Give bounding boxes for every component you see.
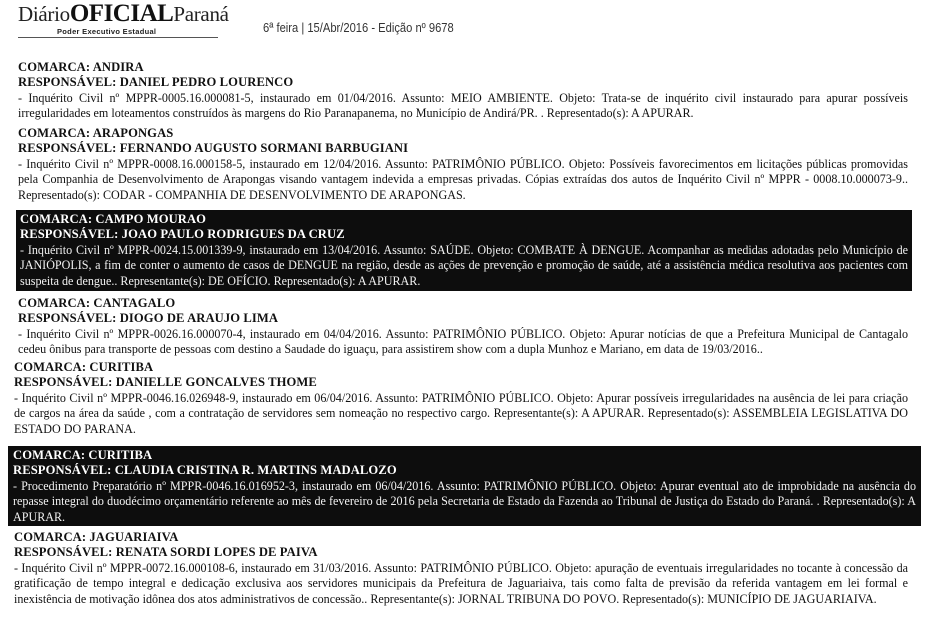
entry-curitiba-thome [14,360,908,437]
comarca-heading: COMARCA: CANTAGALO [18,296,176,310]
comarca-heading: COMARCA: CURITIBA [14,360,154,374]
edition-info: 6ª feira | 15/Abr/2016 - Edição nº 9678 [263,20,454,35]
comarca-heading: COMARCA: CURITIBA [13,448,153,462]
entry-text: - Inquérito Civil nº MPPR-0026.16.000070-4, instaurado em 04/04/2016. Assunto: PATRIMÔNIO PÚBLICO. Objeto: Apurar notícias de que a Prefeitura Municipal de Cantagalo cedeu ônibus para transporte de pessoas com destino a Saudade do iguaçu, para assistirem show com a dupla Munhoz e Mariano, em data de 19/03/2016.. [18,326,908,357]
comarca-heading: COMARCA: ANDIRA [18,60,144,74]
responsavel-heading: RESPONSÁVEL: DANIELLE GONCALVES THOME [14,375,317,390]
entry-campo-mourao [16,210,912,291]
logo-part-diario: Diário [18,2,70,26]
responsavel-heading: RESPONSÁVEL: CLAUDIA CRISTINA R. MARTINS MADALOZO [13,463,397,478]
diario-oficial-logo [18,0,229,28]
entry-text: - Inquérito Civil nº MPPR-0008.16.000158-5, instaurado em 12/04/2016. Assunto: PATRIMÔNIO PÚBLICO. Objeto: Possíveis favorecimentos em licitações públicas promovidas pela Companhia de Desenvolvimento de Arapongas visando vantagem indevida a empresas privadas. Cópias extraídas dos autos de Inquérito Civil nº MPPR - 0008.10.000073-9.. Representado(s): CODAR - COMPANHIA DE DESENVOLVIMENTO DE ARAPONGAS. [18,156,908,202]
logo-divider [18,37,218,38]
entry-text: - Inquérito Civil nº MPPR-0005.16.000081-5, instaurado em 01/04/2016. Assunto: MEIO AMBIENTE. Objeto: Trata-se de inquérito civil instaurado para apurar possíveis irregularidades em loteamentos construídos às margens do Rio Paranapanema, no Município de Andirá/PR. . Representado(s): A APURAR. [18,90,908,121]
entry-curitiba-madalozo [8,446,921,526]
masthead [0,0,927,48]
entry-arapongas [18,126,908,203]
comarca-heading: COMARCA: JAGUARIAIVA [14,530,179,544]
logo-part-parana: Paraná [173,2,229,26]
responsavel-heading: RESPONSÁVEL: RENATA SORDI LOPES DE PAIVA [14,545,318,560]
comarca-heading: COMARCA: CAMPO MOURAO [20,212,207,226]
logo-subtitle: Poder Executivo Estadual [57,27,157,36]
entry-text: - Inquérito Civil nº MPPR-0072.16.000108-6, instaurado em 31/03/2016. Assunto: PATRIMÔNIO PÚBLICO. Objeto: apuração de eventuais irregularidades no tocante à concessão da gratificação de tempo integral e dedicação exclusiva aos servidores municipais da Prefeitura de Jaguariaiva, tais como falta de previsão da referida vantagem em lei formal e inexistência de motivação idônea dos atos administrativos de concessão.. Representante(s): JORNAL TRIBUNA DO POVO. Representado(s): MUNICÍPIO DE JAGUARIAIVA. [14,560,908,606]
logo-part-oficial: OFICIAL [69,0,174,27]
comarca-heading: COMARCA: ARAPONGAS [18,126,174,140]
responsavel-heading: RESPONSÁVEL: FERNANDO AUGUSTO SORMANI BARBUGIANI [18,141,409,156]
entry-andira [18,60,908,122]
entry-cantagalo [18,296,908,358]
responsavel-heading: RESPONSÁVEL: DANIEL PEDRO LOURENCO [18,75,294,90]
responsavel-heading: RESPONSÁVEL: JOAO PAULO RODRIGUES DA CRUZ [20,227,345,242]
entry-text: - Inquérito Civil nº MPPR-0024.15.001339-9, instaurado em 13/04/2016. Assunto: SAÚDE. Objeto: COMBATE À DENGUE. Acompanhar as medidas adotadas pelo Município de JANIÓPOLIS, a fim de conter o aumento de casos de DENGUE na região, desde as ações de prevenção e promoção de saúde, até a assistência médica resolutiva aos pacientes com suspeita de dengue.. Representante(s): DE OFÍCIO. Representado(s): A APURAR. [20,242,908,288]
entry-jaguariaiva [14,530,908,607]
entry-text: - Procedimento Preparatório nº MPPR-0046.16.016952-3, instaurado em 06/04/2016. Assunto: PATRIMÔNIO PÚBLICO. Objeto: Apurar eventual ato de improbidade na ausência do repasse integral do duodécimo orçamentário referente ao mês de fevereiro de 2016 pela Secretaria de Estado da Fazenda ao Tribunal de Justiça do Estado do Paraná. . Representado(s): A APURAR. [13,478,916,524]
entry-text: - Inquérito Civil nº MPPR-0046.16.026948-9, instaurado em 06/04/2016. Assunto: PATRIMÔNIO PÚBLICO. Objeto: Apurar possíveis irregularidades na ausência de lei para criação de cargos na área da saúde , com a contratação de servidores sem nomeação no respectivo cargo. Representante(s): A APURAR. Representado(s): ASSEMBLEIA LEGISLATIVA DO ESTADO DO PARANA. [14,390,908,436]
responsavel-heading: RESPONSÁVEL: DIOGO DE ARAUJO LIMA [18,311,279,326]
